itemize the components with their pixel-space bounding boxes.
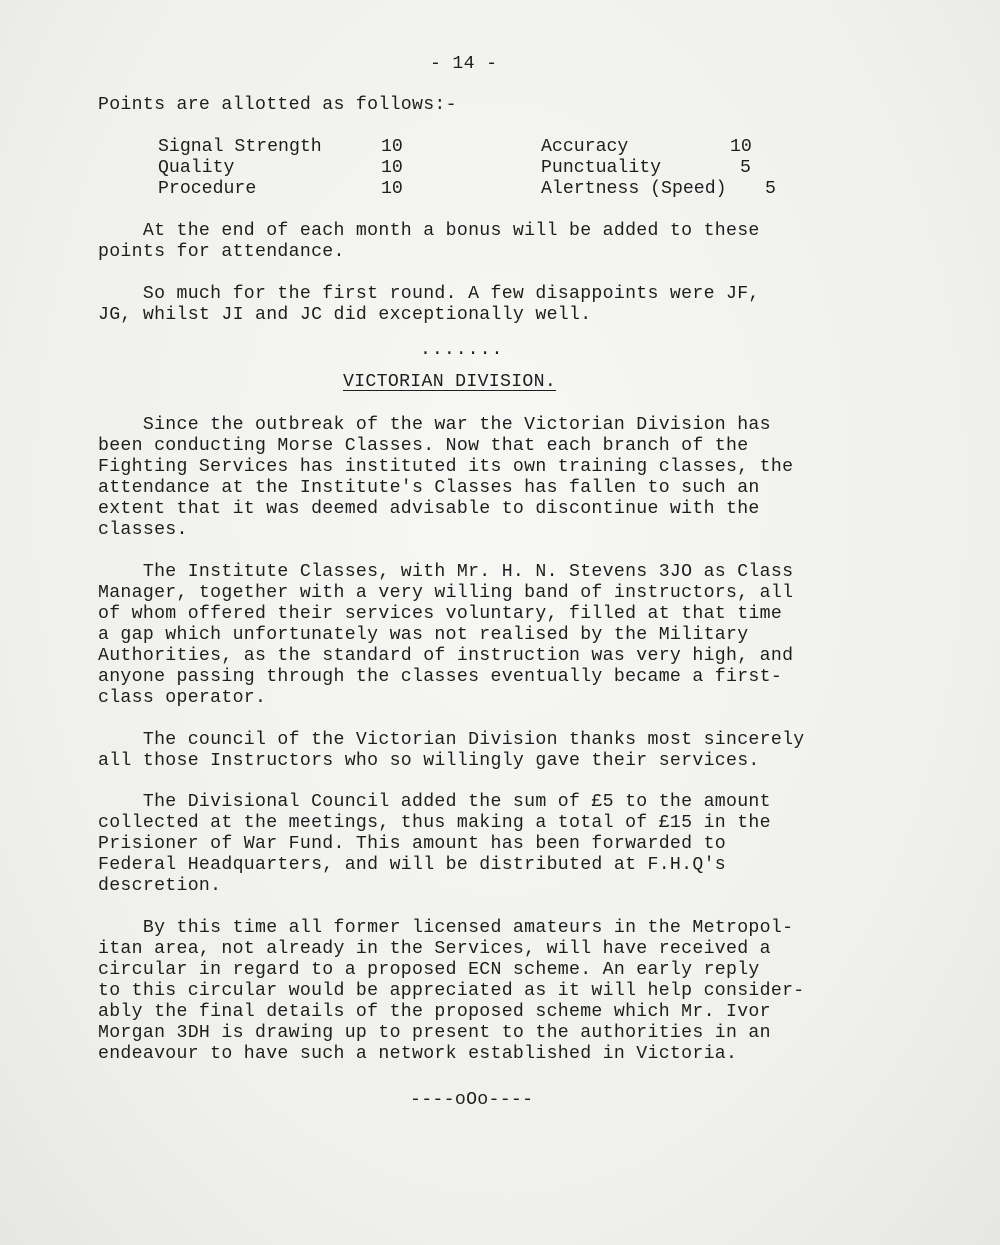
points-label: Procedure [158, 179, 257, 199]
paragraph-line: The council of the Victorian Division thanks most sincerely [98, 730, 805, 750]
paragraph-line: At the end of each month a bonus will be added to these [98, 221, 760, 241]
paragraph-line: Since the outbreak of the war the Victorian Division has [98, 415, 771, 435]
points-value: 10 [730, 137, 752, 157]
points-label: Accuracy [541, 137, 629, 157]
paragraph-line: JG, whilst JI and JC did exceptionally well. [98, 305, 592, 325]
points-label: Quality [158, 158, 235, 178]
paragraph-line: Fighting Services has instituted its own training classes, the [98, 457, 794, 477]
paragraph-line: So much for the first round. A few disappoints were JF, [98, 284, 760, 304]
paragraph-line: a gap which unfortunately was not realised by the Military [98, 625, 749, 645]
paragraph-line: Prisioner of War Fund. This amount has been forwarded to [98, 834, 726, 854]
paragraph-line: attendance at the Institute's Classes has fallen to such an [98, 478, 760, 498]
points-value: 10 [381, 179, 403, 199]
paragraph-line: descretion. [98, 876, 222, 896]
paragraph-line: extent that it was deemed advisable to discontinue with the [98, 499, 760, 519]
paragraph-line: Morgan 3DH is drawing up to present to the authorities in an [98, 1023, 771, 1043]
section-heading: VICTORIAN DIVISION. [343, 372, 557, 392]
paragraph-line: collected at the meetings, thus making a total of £15 in the [98, 813, 771, 833]
paragraph-line: class operator. [98, 688, 267, 708]
page-number: - 14 - [430, 54, 498, 74]
paragraph-line: endeavour to have such a network established in Victoria. [98, 1044, 738, 1064]
paragraph-line: classes. [98, 520, 188, 540]
paragraph-line: points for attendance. [98, 242, 345, 262]
points-label: Signal Strength [158, 137, 322, 157]
paragraph-line: itan area, not already in the Services, will have received a [98, 939, 771, 959]
points-label: Punctuality [541, 158, 662, 178]
points-value: 5 [740, 158, 751, 178]
paragraph-line: of whom offered their services voluntary, filled at that time [98, 604, 783, 624]
points-value: 10 [381, 137, 403, 157]
paragraph-line: anyone passing through the classes eventually became a first- [98, 667, 783, 687]
paragraph-line: The Divisional Council added the sum of £5 to the amount [98, 792, 771, 812]
paragraph-line: By this time all former licensed amateurs in the Metropol- [98, 918, 794, 938]
points-label: Alertness (Speed) [541, 179, 727, 199]
points-value: 5 [765, 179, 776, 199]
points-intro: Points are allotted as follows:- [98, 95, 457, 115]
paragraph-line: to this circular would be appreciated as it will help consider- [98, 981, 805, 1001]
separator-dots: ....... [420, 340, 504, 360]
paragraph-line: Federal Headquarters, and will be distributed at F.H.Q's [98, 855, 726, 875]
end-divider: ----oOo---- [410, 1090, 534, 1110]
paragraph-line: been conducting Morse Classes. Now that each branch of the [98, 436, 749, 456]
paragraph-line: The Institute Classes, with Mr. H. N. Stevens 3JO as Class [98, 562, 794, 582]
paragraph-line: Authorities, as the standard of instruction was very high, and [98, 646, 794, 666]
paragraph-line: circular in regard to a proposed ECN scheme. An early reply [98, 960, 760, 980]
paragraph-line: Manager, together with a very willing band of instructors, all [98, 583, 794, 603]
points-value: 10 [381, 158, 403, 178]
paragraph-line: all those Instructors who so willingly gave their services. [98, 751, 760, 771]
paragraph-line: ably the final details of the proposed scheme which Mr. Ivor [98, 1002, 771, 1022]
